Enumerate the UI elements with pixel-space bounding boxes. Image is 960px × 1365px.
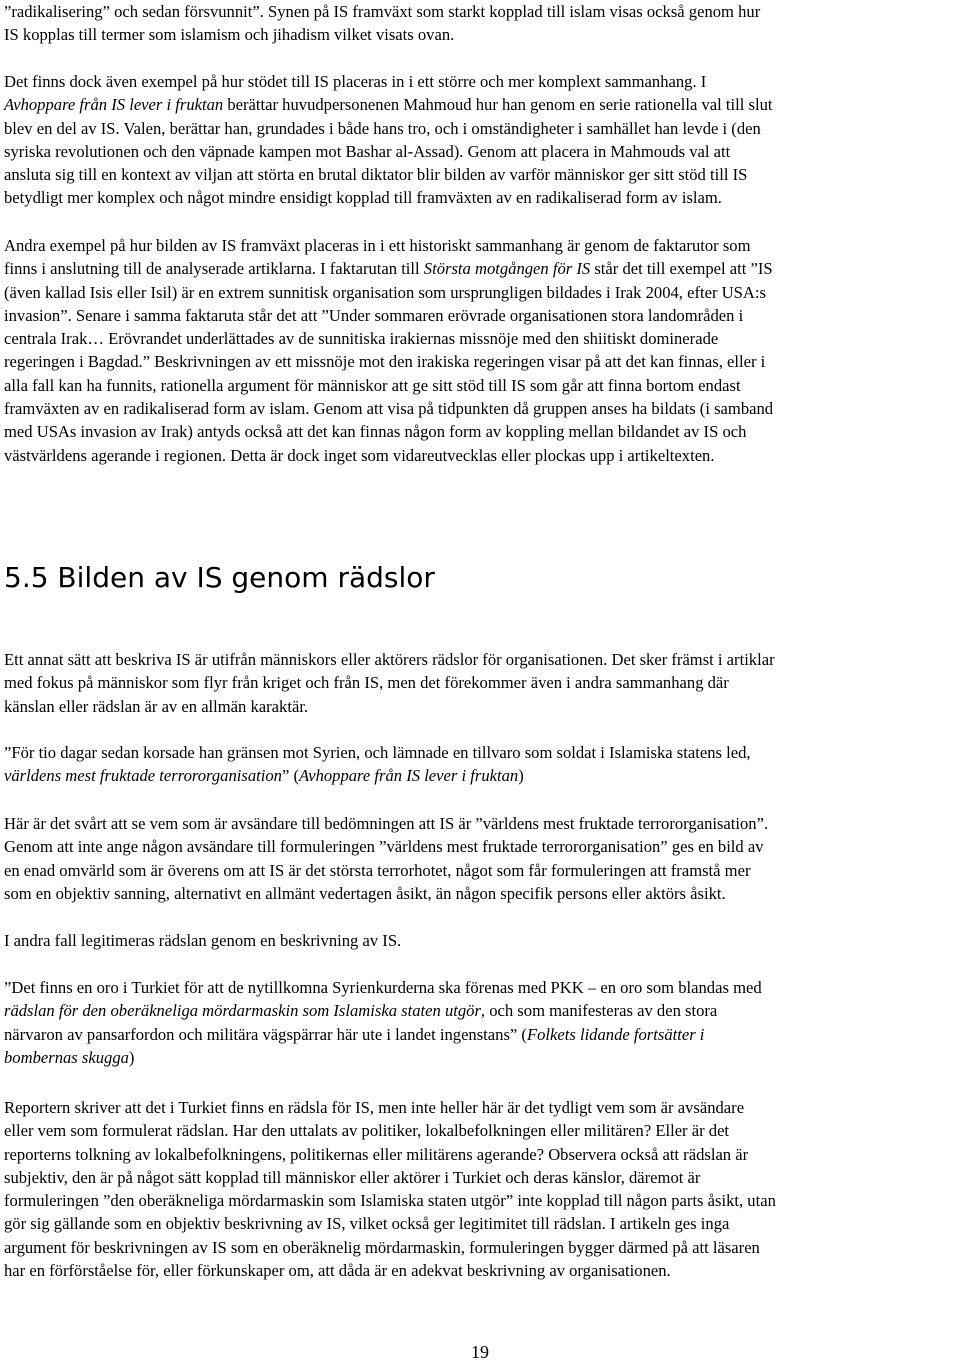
text-line: som en objektiv sanning, alternativt en allmänt vedertagen åsikt, än någon specifik persons eller aktörs åsikt.	[4, 883, 726, 903]
text-span: , och som manifesteras av den stora	[480, 1001, 718, 1021]
text-line: invasion”. Senare i samma faktaruta står det att ”Under sommaren erövrade organisationen stora landområden i	[4, 305, 744, 325]
text-line: Ett annat sätt att beskriva IS är utifrån människors eller aktörers rädslor för organisationen. Det sker främst i artiklar	[4, 650, 775, 669]
text-line: regeringen i Bagdad.” Beskrivningen av ett missnöje mot den irakiska regeringen visar på att det kan finnas, eller i	[4, 352, 766, 372]
text-line: ”radikalisering” och sedan försvunnit”. Synen på IS framväxt som starkt kopplad till islam visas också genom hur	[4, 2, 761, 21]
text-line: alla fall kan ha funnits, rationella argument för människor att ge sitt stöd till IS som går att finna bortom endast	[4, 375, 741, 395]
paragraph-legitimized-fear	[4, 929, 956, 952]
text-span: finns i anslutning till de analyserade artiklarna. I faktarutan till	[4, 259, 424, 279]
text-line	[4, 257, 956, 280]
text-line: med fokus på människor som flyr från kriget och från IS, men det förekommer även i andra sammanhang där	[4, 673, 729, 693]
text-line: Genom att inte ange någon avsändare till formuleringen ”världens mest fruktade terrororganisation” ges en bild av	[4, 837, 764, 857]
text-line	[4, 764, 956, 787]
text-line: ”För tio dagar sedan korsade han gränsen mot Syrien, och lämnade en tillvaro som soldat i Islamiska statens led,	[4, 743, 751, 762]
page-number: 19	[471, 1342, 489, 1362]
text-line: centrala Irak… Erövrandet underlättades av de sunnitiska irakiernas missnöje med den shiitiskt dominerade	[4, 329, 719, 349]
text-span: )	[518, 766, 524, 786]
text-line: gör sig gällande som en objektiv beskrivning av IS, vilket också ger legitimitet till rädslan. I artikeln ges inga	[4, 1214, 730, 1234]
text-line	[4, 999, 956, 1022]
paragraph-fears-intro	[4, 648, 956, 718]
text-line	[4, 70, 956, 93]
text-span: närvaron av pansarfordon och militära vägspärrar här ute i landet ingenstans” (	[4, 1024, 527, 1044]
text-span: berättar huvudpersonenen Mahmoud hur han genom en serie rationella val till slut	[223, 95, 773, 115]
text-span: Det finns dock även exempel på hur stödet till IS placeras in i ett större och mer komplext sammanhang.	[4, 72, 697, 91]
text-line: eller vem som formulerat rädslan. Har den uttalats av politiker, lokalbefolkningen eller militären? Eller är det	[4, 1121, 730, 1141]
text-line	[4, 1023, 956, 1046]
text-line: Andra exempel på hur bilden av IS framväxt placeras in i ett historiskt sammanhang är genom de faktarutor som	[4, 236, 751, 255]
quoted-phrase: världens mest fruktade terrororganisation	[4, 766, 282, 786]
text-line: en enad omvärld som är överens om att IS är det största terrorhotet, något som får formuleringen att framstå mer	[4, 860, 751, 880]
text-line: blev en del av IS. Valen, berättar han, grundades i både hans tro, och i omständigheter i samhället han levde i (den	[4, 118, 761, 138]
article-title: Största motgången för IS	[423, 259, 591, 279]
text-line: ”Det finns en oro i Turkiet för att de nytillkomna Syrienkurderna ska förenas med PKK – en oro som blandas med	[4, 978, 762, 997]
paragraph-reporter-analysis	[4, 1096, 956, 1282]
text-line: formuleringen ”den oberäkneliga mördarmaskin som Islamiska staten utgör” inte kopplad till någon parts åsikt, utan	[4, 1191, 776, 1211]
paragraph-continuation	[4, 0, 956, 47]
quoted-phrase: rädslan för den oberäkneliga mördarmaskin som Islamiska staten utgör	[4, 1001, 481, 1021]
text-line: syriska revolutionen och den väpnade kampen mot Bashar al-Assad). Genom att placera in Mahmouds val att	[4, 141, 731, 161]
text-line: reporterns tolkning av lokalbefolkningens, politikernas eller militärens agerande? Observera också att rädslan är	[4, 1144, 749, 1164]
text-line	[4, 1046, 956, 1069]
text-line: har en förförståelse för, eller förkunskaper om, att dåda är en adekvat beskrivning av organisationen.	[4, 1261, 671, 1281]
text-line	[4, 93, 956, 116]
article-title: bombernas skugga	[4, 1047, 129, 1067]
text-line: I andra fall legitimeras rädslan genom en beskrivning av IS.	[4, 931, 402, 950]
text-line: framväxten av en radikaliserad form av islam. Genom att visa på tidpunkten då gruppen anses ha bildats (i samband	[4, 399, 774, 419]
article-title: Folkets lidande fortsätter i	[526, 1024, 705, 1044]
paragraph-historical-context	[4, 234, 956, 467]
paragraph-mahmoud	[4, 70, 956, 210]
text-span: ” (	[281, 766, 299, 786]
text-line: känslan eller rädslan är av en allmän karaktär.	[4, 696, 309, 716]
section-heading: 5.5 Bilden av IS genom rädslor	[4, 561, 435, 594]
text-line: västvärldens agerande i regionen. Detta är dock inget som vidareutvecklas eller plockas upp i artikeltexten.	[4, 445, 715, 465]
text-line: argument för beskrivningen av IS som en oberäknelig mördarmaskin, formuleringen bygger därmed på att läsaren	[4, 1237, 760, 1257]
text-line: betydligt mer komplex och något mindre ensidigt kopplad till framväxten av en radikaliserad form av islam.	[4, 188, 722, 208]
quote-block	[4, 976, 956, 1069]
text-span: står det till exempel att ”IS	[590, 259, 773, 279]
article-title: Avhoppare från IS lever i fruktan	[298, 766, 519, 786]
article-title: Avhoppare från IS lever i fruktan	[4, 95, 224, 115]
text-line: Reportern skriver att det i Turkiet finns en rädsla för IS, men inte heller här är det tydligt vem som är avsändare	[4, 1098, 745, 1117]
text-line: (även kallad Isis eller Isil) är en extrem sunnitisk organisation som ursprungligen bildades i Irak 2004, efter USA:s	[4, 282, 766, 302]
text-span: )	[128, 1047, 135, 1067]
paragraph-sender-analysis	[4, 812, 956, 905]
text-line: med USAs invasion av Irak) antyds också att det kan finnas någon form av koppling mellan bildandet av IS och	[4, 422, 747, 442]
text-line: IS kopplas till termer som islamism och jihadism vilket visats ovan.	[4, 25, 455, 45]
text-span: I	[700, 72, 707, 91]
text-line: ansluta sig till en kontext av viljan att störta en brutal diktator blir bilden av varför människor ger sitt stöd till IS	[4, 165, 748, 185]
quote-block	[4, 741, 956, 788]
text-line: subjektiv, den är på något sätt kopplad till människor eller aktörer i Turkiet och deras känslor, däremot är	[4, 1167, 701, 1187]
text-line: Här är det svårt att se vem som är avsändare till bedömningen att IS är ”världens mest fruktade terrororganisation”.	[4, 814, 769, 833]
